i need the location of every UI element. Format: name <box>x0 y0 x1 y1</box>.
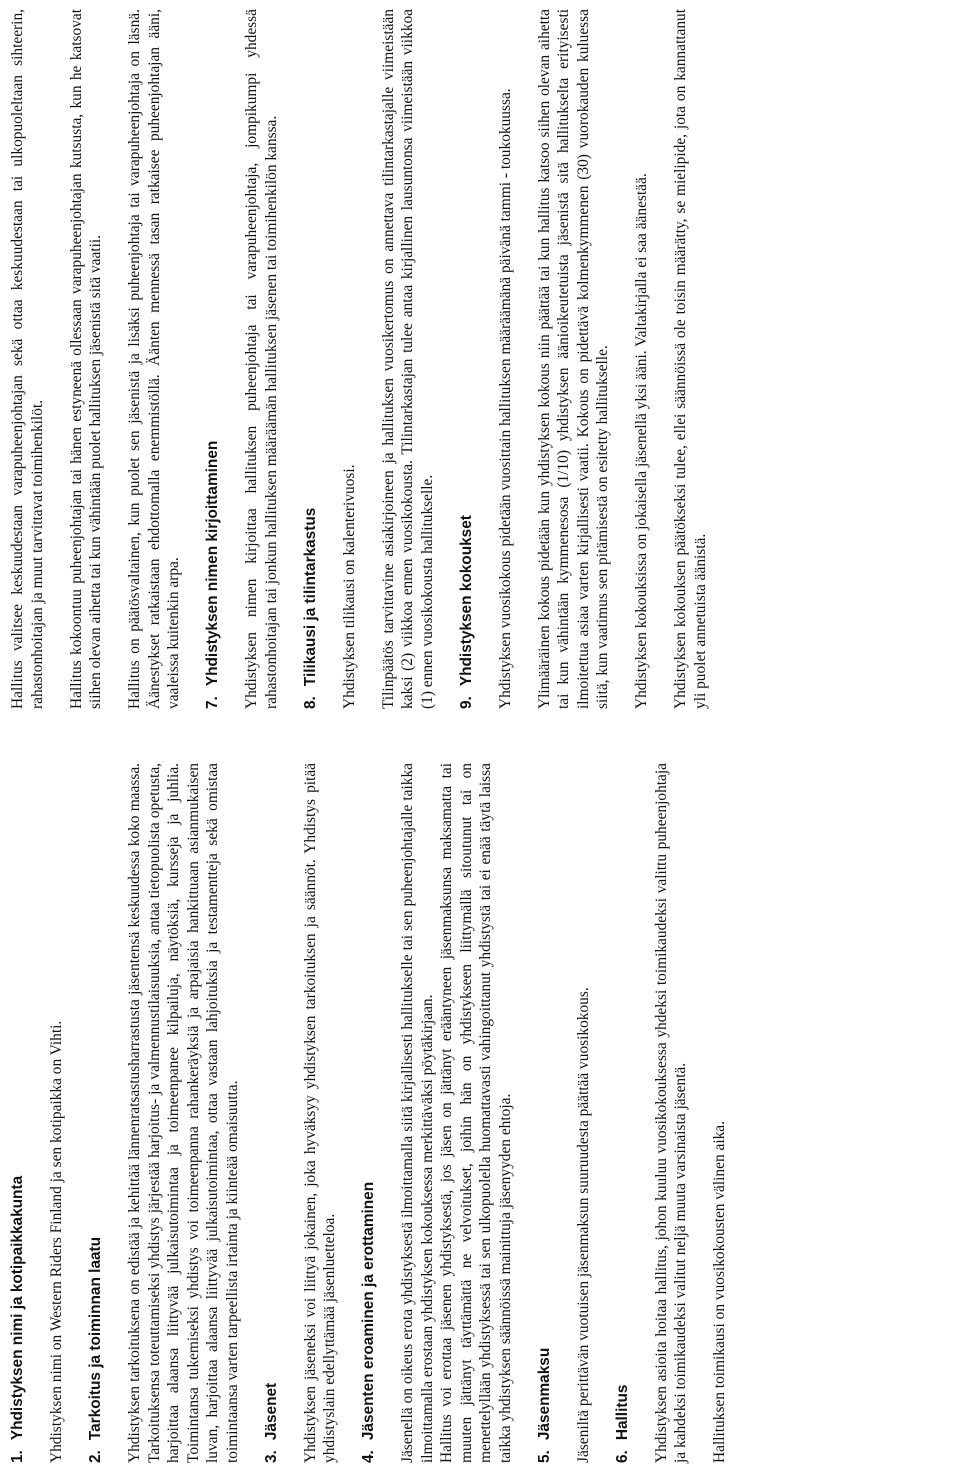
board-officers-text: Hallitus valitsee keskuudestaan varapuheenjohtajan sekä ottaa keskuudestaan tai ulkopuoleltaan sihteerin, rahastonhoitajan ja muut tarvittavat toimihenkilöt. <box>9 9 46 709</box>
section-6-text-2: Hallituksen toimikausi on vuosikokousten välinen aika. <box>711 1121 728 1463</box>
section-1-text: Yhdistyksen nimi on Western Riders Finland ja sen kotipaikka on Vihti. <box>48 1020 65 1463</box>
section-6-text-1: Yhdistyksen asioita hoitaa hallitus, johon kuuluu vuosikokouksessa yhdeksi toimikaudeksi valittu puheenjohtaja ja kahdeksi toimikaudeksi valitut neljä muuta varsinaista jäsentä. <box>652 763 689 1463</box>
left-column <box>8 763 749 1463</box>
section-2-text: Yhdistyksen tarkoituksena on edistää ja kehittää lännenratsastusharrastusta jäsentensä keskuudessa koko maassa. Tarkoituksensa toteuttamiseksi yhdistys järjestää harjoitus- ja valmennustilaisuuksia, antaa tietopuolista opetusta, harjoittaa alaansa liittyvää julkaisutoimintaa ja toimeenpanee kilpailuja, näytöksiä, kursseja ja juhlia. Toimintansa tukemiseksi yhdistys voi toimeenpanna rahankeräyksiä ja arpajaisia hankittuaan asianmukaisen luvan, harjoittaa alaansa liittyvää julkaisutoimintaa, ottaa vastaan lahjoituksia ja testamentteja sekä omistaa toimintaansa varten tarpeellista irtainta ja kiinteää omaisuutta. <box>126 763 241 1463</box>
section-8-text-2: Tilinpäätös tarvittavine asiakirjoineen ja hallituksen vuosikertomus on annettava tilintarkastajalle viimeistään kaksi (2) viikkoa ennen vuosikokousta. Tilintarkastajan tulee antaa kirjallinen lausuntonsa viimeistään viikkoa (1) ennen vuosikokousta hallitukselle. <box>379 9 436 709</box>
section-heading-8: 8.Tilikausi ja tilintarkastus <box>301 507 319 709</box>
section-heading-6: 6.Hallitus <box>613 1384 631 1463</box>
section-9-text-1: Yhdistyksen vuosikokous pidetään vuosittain hallituksen määräämänä päivänä tammi - toukokuussa. <box>496 88 514 709</box>
section-heading-4: 4.Jäsenten eroaminen ja erottaminen <box>360 1181 377 1463</box>
section-8-text-1: Yhdistyksen tilikausi on kalenterivuosi. <box>340 464 358 709</box>
section-heading-1: 1.Yhdistyksen nimi ja kotipaikkakunta <box>9 1175 26 1463</box>
section-heading-7: 7.Yhdistyksen nimen kirjoittaminen <box>204 440 221 709</box>
section-7-text: Yhdistyksen nimen kirjoittaa hallituksen puheenjohtaja tai varapuheenjohtaja, jompikumpi yhdessä rahastonhoitajan tai jonkun hallituksen määräämän hallituksen jäsenen tai toimihenkilön kanssa. <box>243 9 280 709</box>
section-9-text-2: Ylimääräinen kokous pidetään kun yhdistyksen kokous niin päättää tai kun hallitus katsoo siihen olevan aihetta tai kun vähintään kymmenesosa (1/10) yhdistyksen äänioikeutetuista jäsenistä sitä hallitukselta erityisesti ilmoitettua asiaa varten kirjallisesti vaatii. Kokous on pidettävä kolmenkymmenen (30) vuorokauden kuluessa siitä, kun vaatimus sen pitämisestä on esitetty hallitukselle. <box>535 9 611 709</box>
section-3-text: Yhdistyksen jäseneksi voi liittyä jokainen, joka hyväksyy yhdistyksen tarkoituksen ja säännöt. Yhdistys pitää yhdistyslain edellyttämää jäsenluetteloa. <box>301 763 338 1463</box>
section-heading-9: 9.Yhdistyksen kokoukset <box>457 515 475 709</box>
section-4-text-2: Hallitus voi erottaa jäsenen yhdistyksestä, jos jäsen on jättänyt erääntyneen jäsenmaksunsa maksamatta tai muuten jättänyt täyttämättä ne velvoitukset, joihin hän on yhdistykseen liittymällä sitoutunut tai on menettelyllään yhdistyksessä tai sen ulkopuolella huomattavasti vahingoittanut yhdistystä tai ei enää täytä laissa taikka yhdistyksen säännöissä mainittuja jäsenyyden ehtoja. <box>438 763 514 1463</box>
right-column <box>8 9 730 709</box>
section-5-text: Jäseniltä perittävän vuotuisen jäsenmaksun suuruudesta päättää vuosikokous. <box>574 987 592 1463</box>
board-quorum-text: Hallitus on päätösvaltainen, kun puolet sen jäsenistä ja lisäksi puheenjohtaja tai varapuheenjohtaja on läsnä. Äänestykset ratkaistaan ehdottomalla enemmistöllä. Äänten mennessä tasan ratkaisee puheenjohtajan ääni, vaaleissa kuitenkin arpa. <box>126 9 182 709</box>
section-heading-2: 2.Tarkoitus ja toiminnan laatu <box>87 1236 104 1463</box>
board-meetings-text: Hallitus kokoontuu puheenjohtajan tai hänen estyneenä ollessaan varapuheenjohtajan kutsusta, kun he katsovat siihen olevan aihetta tai kun vähintään puolet hallituksen jäsenistä sitä vaatii. <box>67 9 104 709</box>
section-heading-5: 5.Jäsenmaksu <box>535 1347 553 1463</box>
section-9-text-4: Yhdistyksen kokouksen päätökseksi tulee, ellei säännöissä ole toisin määrätty, se mielipide, jota on kannattanut yli puolet annetuista äänistä. <box>672 9 709 709</box>
section-4-text-1: Jäsenellä on oikeus erota yhdistyksestä ilmoittamalla siitä kirjallisesti hallitukselle tai sen puheenjohtajalle taikka ilmoittamalla erostaan yhdistyksen kokouksessa merkittäväksi pöytäkirjaan. <box>399 763 436 1463</box>
section-9-text-3: Yhdistyksen kokouksissa on jokaisella jäsenellä yksi ääni. Valtakirjalla ei saa äänestää. <box>633 173 650 709</box>
section-heading-3: 3.Jäsenet <box>262 1382 280 1463</box>
